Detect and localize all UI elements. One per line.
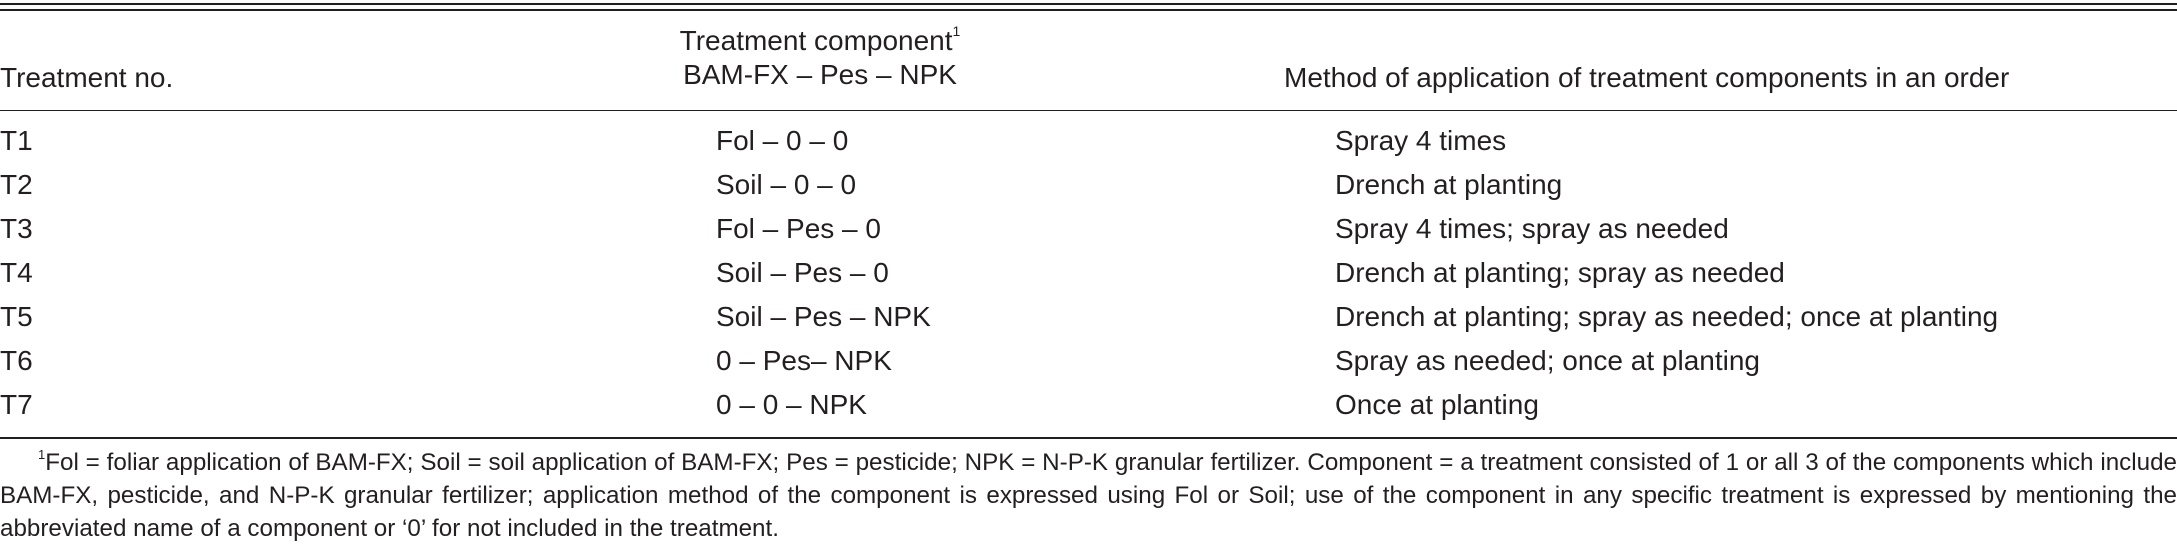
header-treatment-no: Treatment no. (0, 62, 174, 93)
cell-treatment-no: T1 (0, 125, 33, 156)
cell-method: Drench at planting; spray as needed (1335, 257, 1785, 288)
header-method: Method of application of treatment components in an order (1284, 62, 2010, 93)
table-bottom-rule (0, 437, 2177, 439)
table-header-rule (0, 110, 2177, 111)
cell-component: Soil – 0 – 0 (716, 169, 857, 200)
cell-treatment-no: T3 (0, 213, 33, 244)
footnote-text: Fol = foliar application of BAM-FX; Soil = soil application of BAM-FX; Pes = pesticide; NPK = N-P-K granular fertilizer. Component = a treatment consisted of 1 or all 3 of the components which include BAM-FX, pesticide, and N-P-K granular fertilizer; application method of the component is expressed using Fol or Soil; use of the component in any specific treatment is expressed by mentioning the abbreviated name of a component or ‘0’ for not included in the treatment. (0, 449, 2177, 542)
table-row (0, 256, 2177, 300)
header-component-title (620, 24, 1020, 58)
cell-method: Drench at planting; spray as needed; once at planting (1335, 301, 1999, 332)
cell-component: Soil – Pes – 0 (716, 257, 889, 288)
cell-treatment-no: T4 (0, 257, 33, 288)
table-row (0, 388, 2177, 432)
header-component-subtitle: BAM-FX – Pes – NPK (683, 59, 957, 90)
cell-method: Spray as needed; once at planting (1335, 345, 1760, 376)
table-row (0, 168, 2177, 212)
cell-component: 0 – 0 – NPK (716, 389, 867, 420)
cell-method: Spray 4 times; spray as needed (1335, 213, 1729, 244)
cell-treatment-no: T7 (0, 389, 33, 420)
cell-treatment-no: T5 (0, 301, 33, 332)
table-row (0, 212, 2177, 256)
cell-component: Fol – Pes – 0 (716, 213, 881, 244)
footnote-marker: 1 (38, 446, 46, 462)
table-row (0, 124, 2177, 168)
cell-method: Drench at planting (1335, 169, 1563, 200)
table-top-rule-2 (0, 9, 2177, 11)
cell-treatment-no: T2 (0, 169, 33, 200)
cell-component: Soil – Pes – NPK (716, 301, 931, 332)
header-component-title-text: Treatment component (679, 25, 953, 56)
table-row (0, 300, 2177, 344)
table-row (0, 344, 2177, 388)
cell-component: Fol – 0 – 0 (716, 125, 849, 156)
cell-treatment-no: T6 (0, 345, 33, 376)
footnote-marker: 1 (952, 22, 961, 39)
cell-method: Spray 4 times (1335, 125, 1507, 156)
table-top-rule-1 (0, 3, 2177, 5)
table-footnote (0, 446, 2177, 545)
cell-component: 0 – Pes– NPK (716, 345, 892, 376)
header-treatment-component (620, 24, 1020, 92)
cell-method: Once at planting (1335, 389, 1539, 420)
